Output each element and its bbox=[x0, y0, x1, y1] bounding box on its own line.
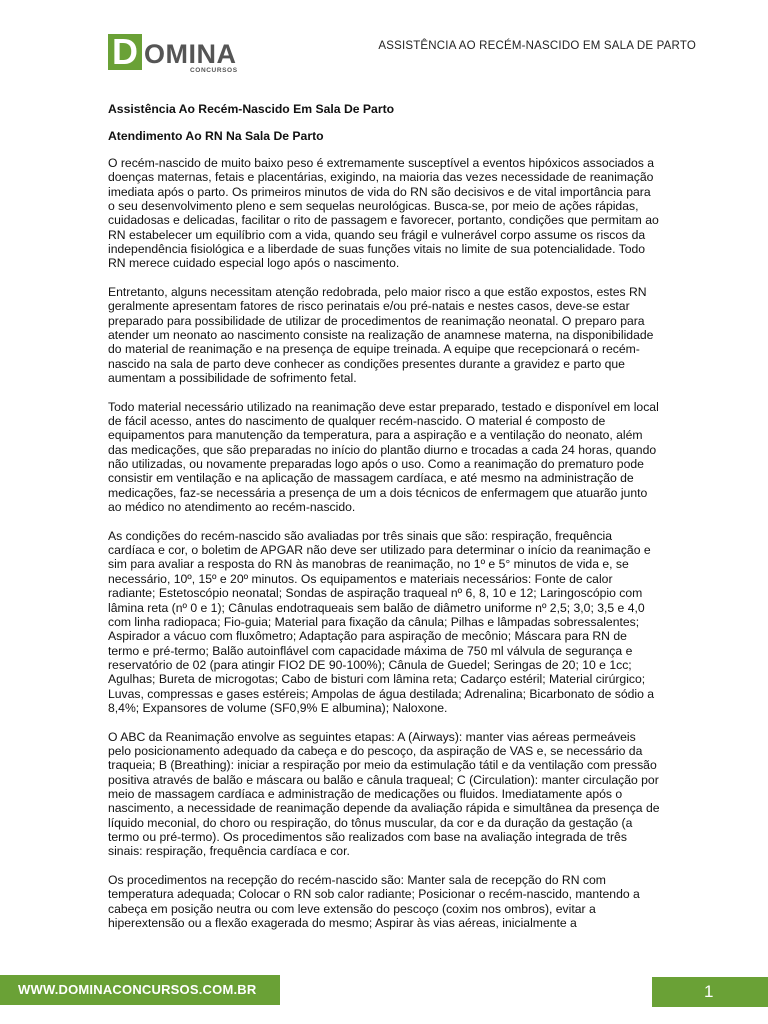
header-title: ASSISTÊNCIA AO RECÉM-NASCIDO EM SALA DE PARTO bbox=[378, 40, 696, 52]
logo-text: OMINA bbox=[144, 39, 237, 69]
document-title: Assistência Ao Recém-Nascido Em Sala De Parto bbox=[108, 102, 395, 116]
page-number: 1 bbox=[704, 982, 714, 1001]
logo-subtext: CONCURSOS bbox=[190, 67, 238, 74]
footer-url-bar bbox=[0, 975, 280, 1005]
footer-page-box bbox=[652, 977, 768, 1007]
logo-letter: D bbox=[108, 34, 142, 70]
paragraph: Entretanto, alguns necessitam atenção redobrada, pelo maior risco a que estão expostos, estes RN geralmente apresentam fatores de risco perinatais e/ou pré-natais e nestes casos, deve-se estar preparado para possibilidade de utilizar de procedimentos de reanimação neonatal. O preparo para atender um neonato ao nascimento consiste na realização de anamnese materna, na disponibilidade do material de reanimação e na presença de equipe treinada. A equipe que recepcionará o recém-nascido na sala de parto deve conhecer as condições presentes durante a gravidez e parto que aumentam a possibilidade de sofrimento fetal. bbox=[108, 285, 654, 386]
paragraph: Todo material necessário utilizado na reanimação deve estar preparado, testado e disponível em local de fácil acesso, antes do nascimento de qualquer recém-nascido. O material é composto de equipamentos para manutenção da temperatura, para a aspiração e a ventilação do neonato, além das medicações, que são preparadas no início do plantão diurno e trocadas a cada 24 horas, quando não utilizadas, ou novamente preparadas logo após o uso. Como a reanimação do prematuro pode consistir em ventilação e na aplicação de massagem cardíaca, e até mesmo na administração de medicações, faz-se necessária a presença de um a dois técnicos de enfermagem que atuarão junto ao médico no atendimento ao recém-nascido. bbox=[108, 399, 659, 515]
section-heading: Atendimento Ao RN Na Sala De Parto bbox=[108, 129, 324, 143]
document-body bbox=[108, 102, 660, 945]
page-header bbox=[0, 0, 768, 90]
paragraph: Os procedimentos na recepção do recém-nascido são: Manter sala de recepção do RN com temperatura adequada; Colocar o RN sob calor radiante; Posicionar o recém-nascido, mantendo a cabeça em posição neutra ou com leve extensão do pescoço (coxim nos ombros), evitar a hiperextensão ou a flexão exagerada do mesmo; Aspirar às vias aéreas, inicialmente a bbox=[108, 872, 640, 930]
footer-url-link[interactable]: WWW.DOMINACONCURSOS.COM.BR bbox=[18, 982, 257, 997]
paragraph: O recém-nascido de muito baixo peso é extremamente susceptível a eventos hipóxicos associados a doenças maternas, fetais e placentárias, exigindo, na maioria das vezes necessidade de reanimação imediata após o parto. Os primeiros minutos de vida do RN são decisivos e de vital importância para o seu desenvolvimento pleno e sem sequelas neurológicas. Busca-se, por meio de ações rápidas, cuidadosas e delicadas, facilitar o rito de passagem e favorecer, portanto, condições que permitam ao RN estabelecer um equilíbrio com a vida, quando seu frágil e vulnerável corpo assume os riscos da independência fisiológica e a liberdade de suas funções vitais no limite de sua potencialidade. Todo RN merece cuidado especial logo após o nascimento. bbox=[108, 156, 659, 271]
paragraph: O ABC da Reanimação envolve as seguintes etapas: A (Airways): manter vias aéreas permeáveis pelo posicionamento adequado da cabeça e do pescoço, da aspiração de VAS e, se necessário da traqueia; B (Breathing): iniciar a respiração por meio da estimulação tátil e da ventilação com pressão positiva através de balão e máscara ou balão e cânula traqueal; C (Circulation): manter circulação por meio de massagem cardíaca e administração de medicações ou fluidos. Imediatamente após o nascimento, a necessidade de reanimação depende da avaliação rápida e simultânea da presença de líquido meconial, do choro ou respiração, do tônus muscular, da cor e da duração da gestação (a termo ou pré-termo). Os procedimentos são realizados com base na avaliação integrada de três sinais: respiração, frequência cardíaca e cor. bbox=[108, 729, 660, 859]
paragraph: As condições do recém-nascido são avaliadas por três sinais que são: respiração, frequência cardíaca e cor, o boletim de APGAR não deve ser utilizado para determinar o início da reanimação e sim para avaliar a resposta do RN às manobras de reanimação, no 1º e 5° minutos de vida e, se necessário, 10º, 15º e 20º minutos. Os equipamentos e materiais necessários: Fonte de calor radiante; Estetoscópio neonatal; Sondas de aspiração traqueal nº 6, 8, 10 e 12; Laringoscópio com lâmina reta (nº 0 e 1); Cânulas endotraqueais sem balão de diâmetro uniforme nº 2,5; 3,0; 3,5 e 4,0 com linha radiopaca; Fio-guia; Material para fixação da cânula; Pilhas e lâmpadas sobressalentes; Aspirador a vácuo com fluxômetro; Adaptação para aspiração de mecônio; Máscara para RN de termo e pré-termo; Balão autoinflável com capacidade máxima de 750 ml válvula de segurança e reservatório de 02 (para atingir FIO2 DE 90-100%); Cânula de Guedel; Seringas de 20; 10 e 1cc; Agulhas; Bureta de microgotas; Cabo de bisturi com lâmina reta; Cadarço estéril; Material cirúrgico; Luvas, compressas e gases estéreis; Ampolas de água destilada; Adrenalina; Bicarbonato de sódio a 8,4%; Expansores de volume (SF0,9% E albumina); Naloxone. bbox=[108, 528, 655, 715]
